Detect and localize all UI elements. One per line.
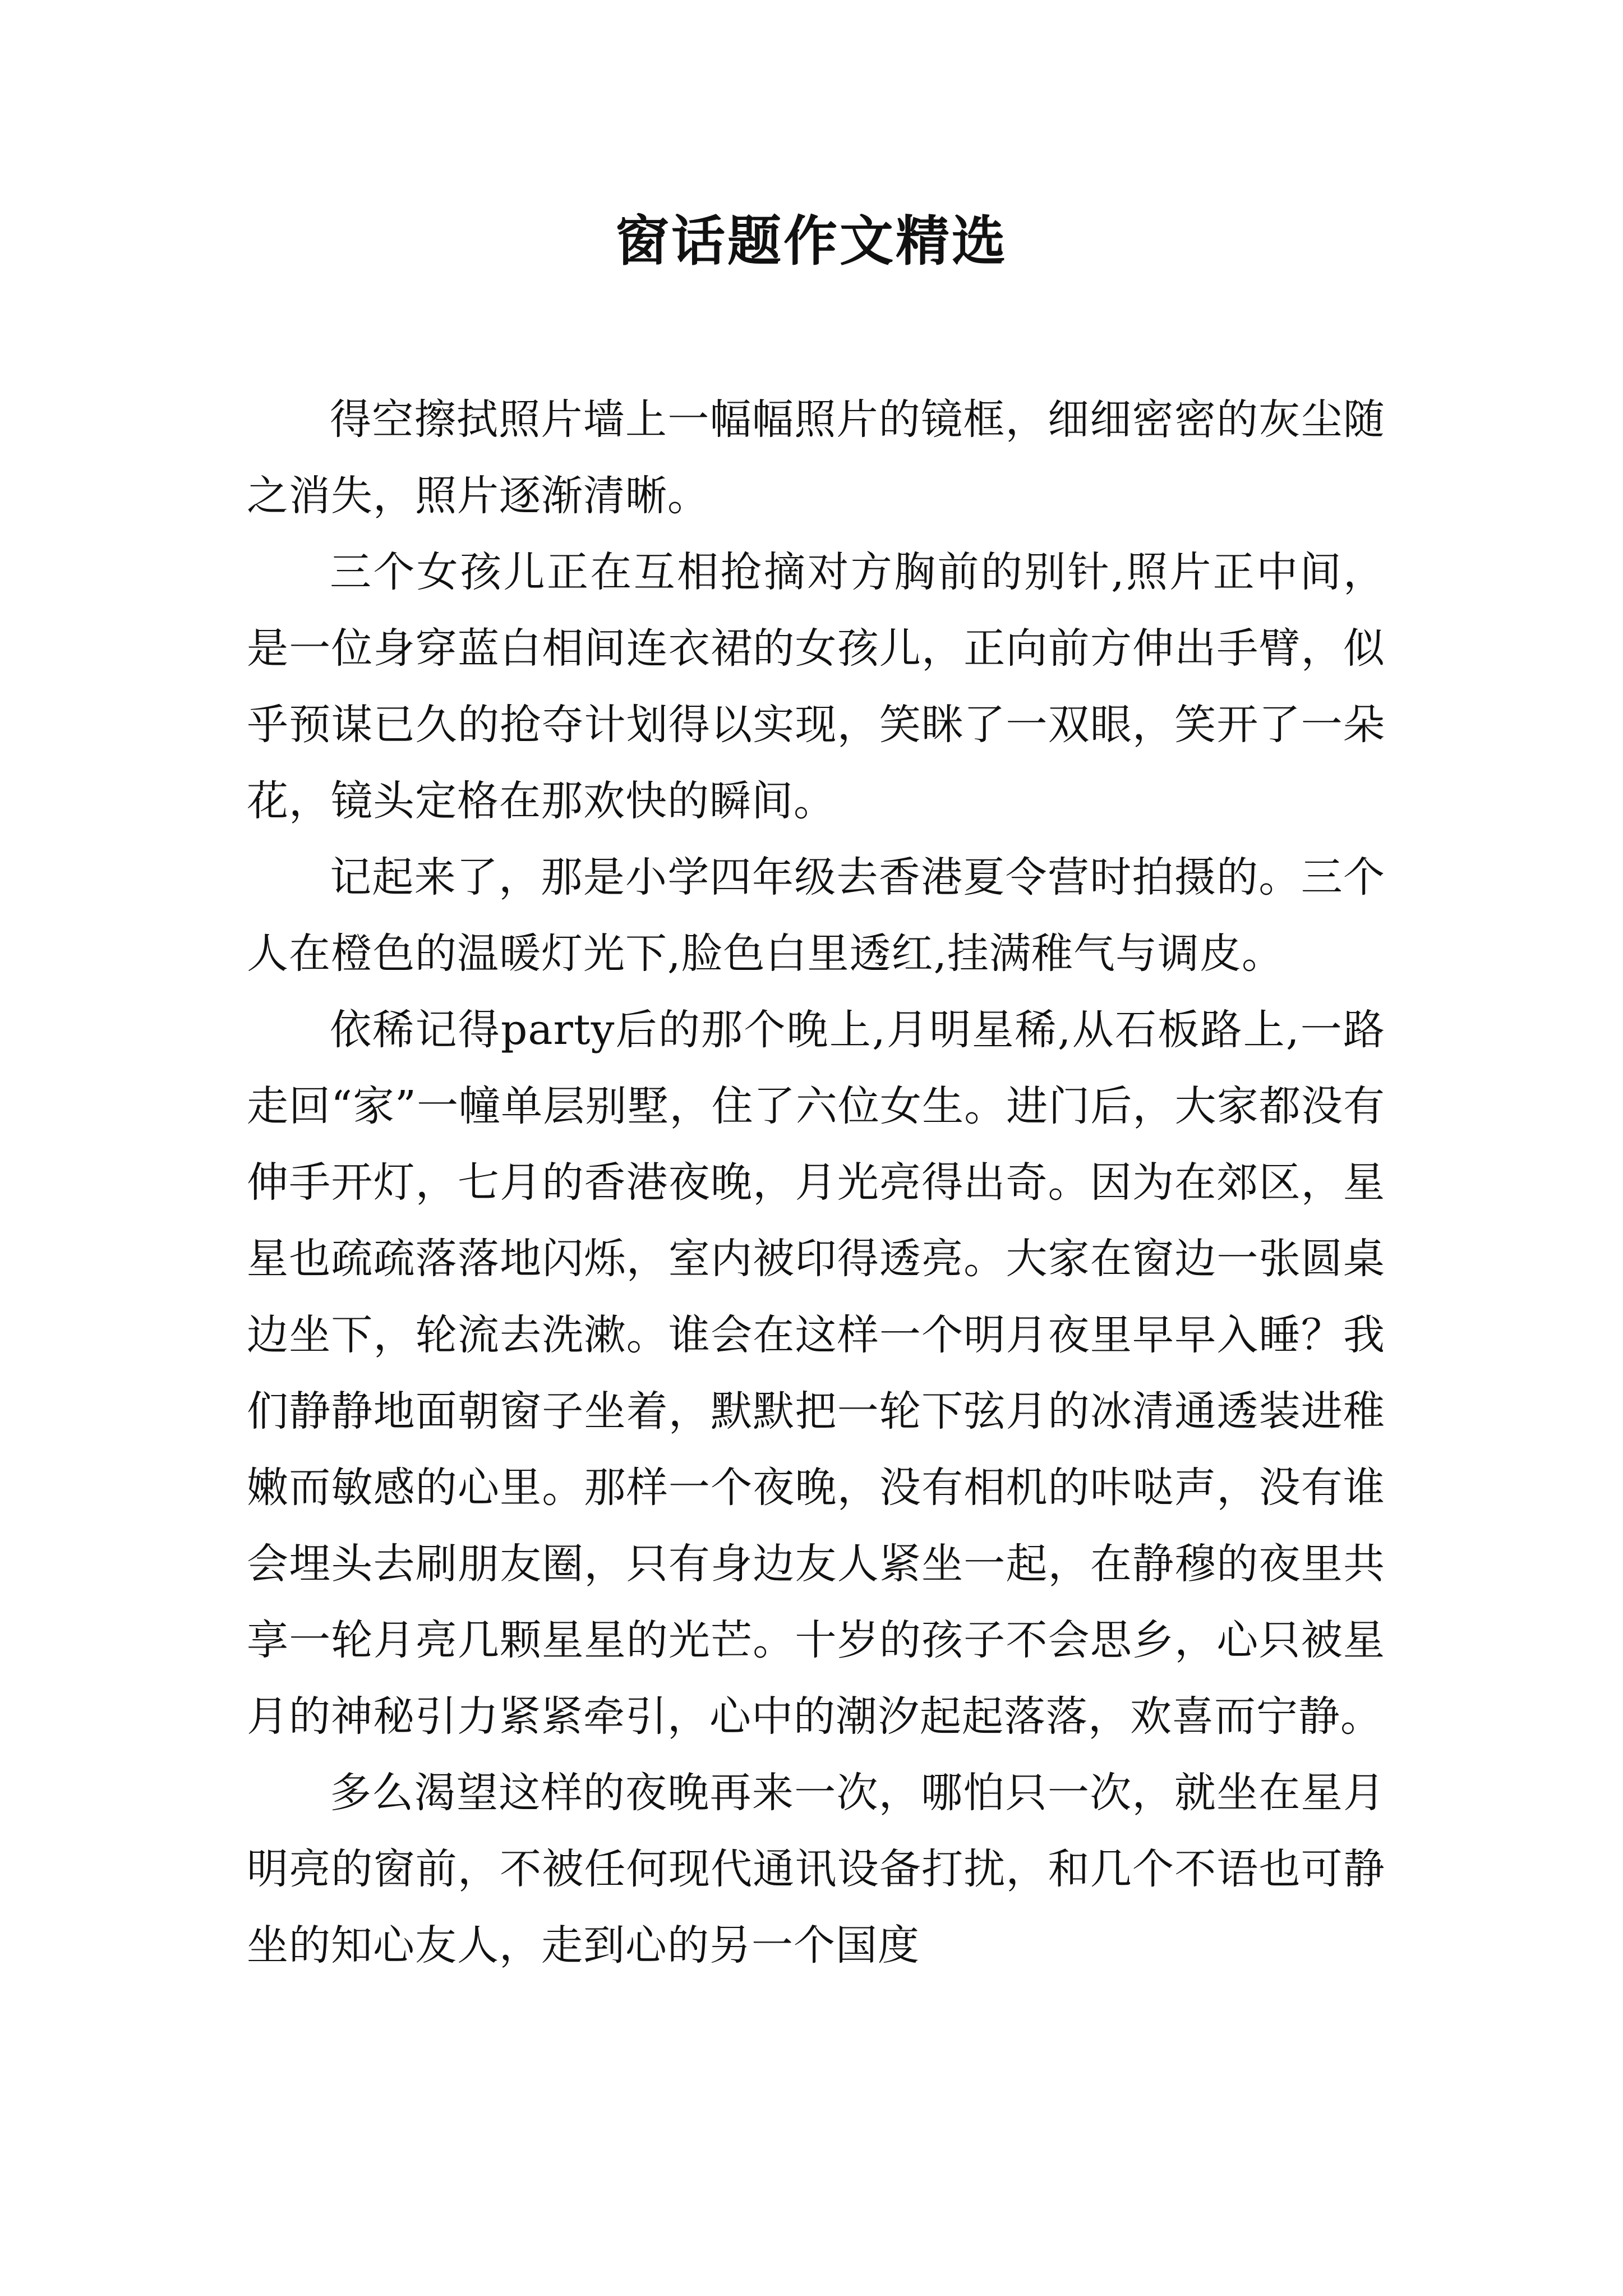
paragraph-3: 记起来了，那是小学四年级去香港夏令营时拍摄的。三个人在橙色的温暖灯光下,脸色白里透红,挂满稚气与调皮。 [247,853,1385,978]
document-title: 窗话题作文精选 [615,209,1008,273]
paragraph-2: 三个女孩儿正在互相抢摘对方胸前的别针,照片正中间，是一位身穿蓝白相间连衣裙的女孩儿，正向前方伸出手臂，似乎预谋已久的抢夺计划得以实现，笑眯了一双眼，笑开了一朵花，镜头定格在那欢快的瞬间。 [247,548,1385,825]
paragraph-4: 依稀记得party后的那个晚上,月明星稀,从石板路上,一路走回“家”一幢单层别墅，住了六位女生。进门后，大家都没有伸手开灯，七月的香港夜晚，月光亮得出奇。因为在郊区，星星也疏疏落落地闪烁，室内被印得透亮。大家在窗边一张圆桌边坐下，轮流去洗漱。谁会在这样一个明月夜里早早入睡？我们静静地面朝窗子坐着，默默把一轮下弦月的冰清通透装进稚嫩而敏感的心里。那样一个夜晚，没有相机的咔哒声，没有谁会埋头去刷朋友圈，只有身边友人紧坐一起，在静穆的夜里共享一轮月亮几颗星星的光芒。十岁的孩子不会思乡，心只被星月的神秘引力紧紧牵引，心中的潮汐起起落落，欢喜而宁静。 [247,1006,1385,1741]
document-body [247,381,1385,1984]
paragraph-5: 多么渴望这样的夜晚再来一次，哪怕只一次，就坐在星月明亮的窗前，不被任何现代通讯设备打扰，和几个不语也可静坐的知心友人，走到心的另一个国度 [247,1769,1385,1970]
paragraph-1: 得空擦拭照片墙上一幅幅照片的镜框，细细密密的灰尘随之消失，照片逐渐清晰。 [247,395,1385,520]
